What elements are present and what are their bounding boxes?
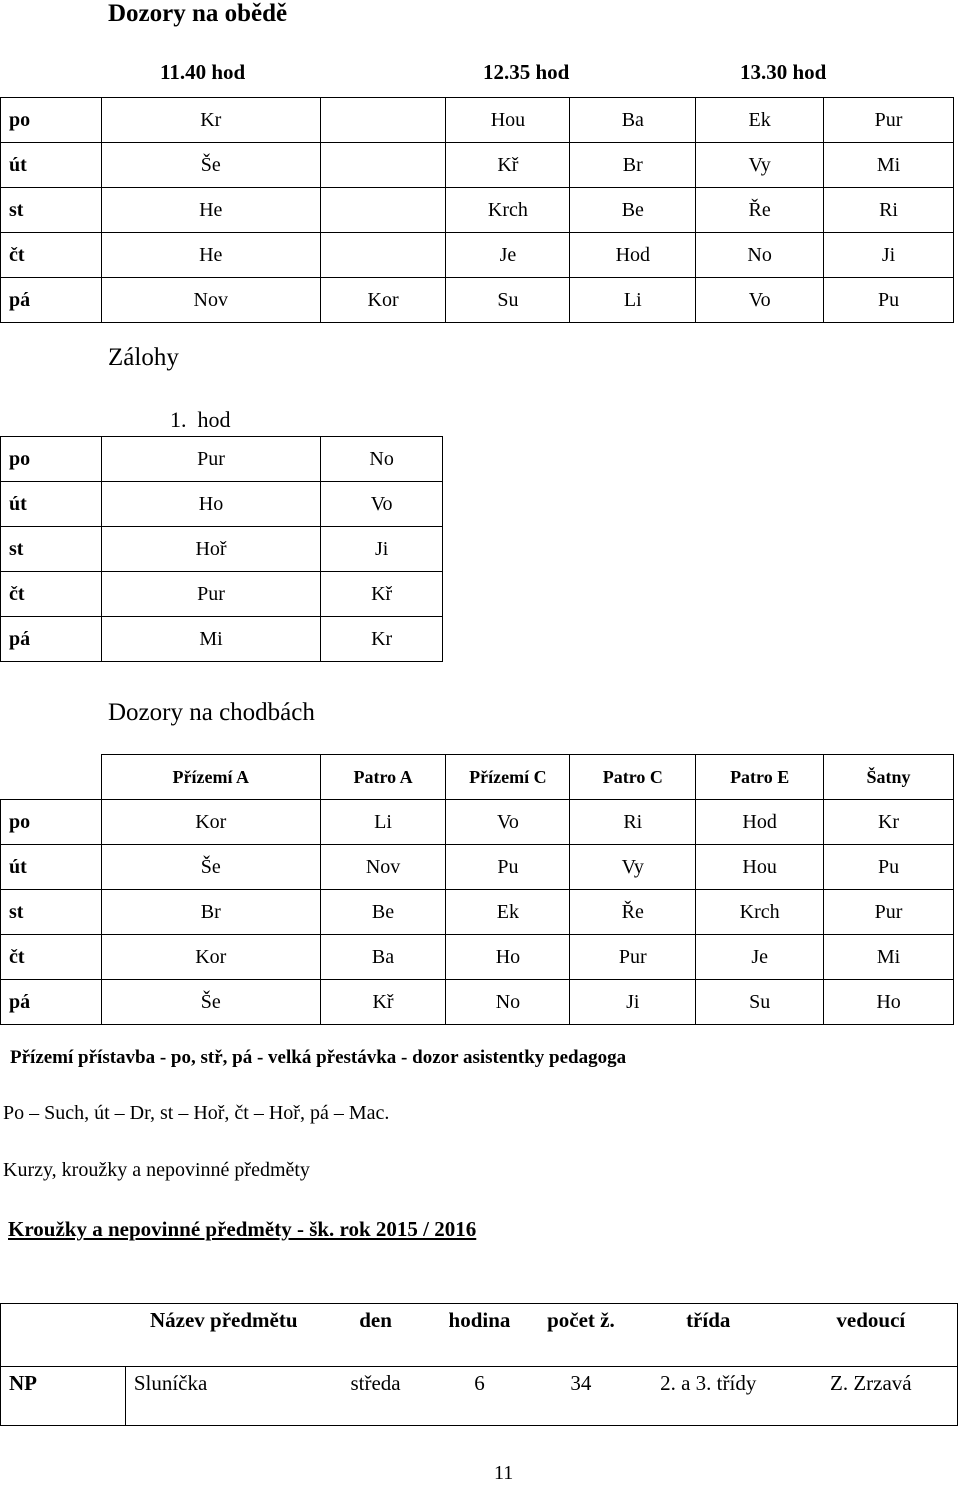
clubs-table [0,1303,958,1426]
table-cell: Kor [320,278,446,323]
table-cell [320,188,446,233]
backup-title: Zálohy [108,344,179,371]
table-cell: Ba [570,98,696,143]
table-header-row [1,1304,958,1367]
table-cell: Ek [696,98,824,143]
day-label: pá [1,980,102,1025]
table-cell: He [101,233,320,278]
table-cell: Vy [570,845,696,890]
table-cell: NP [1,1367,126,1426]
table-cell: Hou [696,845,824,890]
table-cell: Še [101,980,320,1025]
table-cell: No [321,437,443,482]
table-cell: No [446,980,570,1025]
day-label: pá [1,278,102,323]
table-cell: Je [446,233,570,278]
table-cell: Pur [101,437,320,482]
table-row [1,1367,958,1426]
table-cell: Li [570,278,696,323]
table-cell: Hod [570,233,696,278]
table-cell: 34 [530,1367,632,1426]
table-cell: Pur [570,935,696,980]
table-cell: Pur [101,572,320,617]
table-row [1,482,443,527]
column-header: Patro C [570,755,696,800]
table-row [1,527,443,572]
table-cell: Be [570,188,696,233]
table-cell: Ek [446,890,570,935]
table-cell: Je [696,935,824,980]
courses-heading: Kurzy, kroužky a nepovinné předměty [3,1159,310,1181]
table-cell: Ho [824,980,954,1025]
table-cell: Mi [101,617,320,662]
day-label: po [1,800,102,845]
day-label: út [1,482,102,527]
table-cell: Sluníčka [125,1367,322,1426]
table-row [1,845,954,890]
table-cell: Pu [824,845,954,890]
day-label: po [1,437,102,482]
column-header: Název předmětu [125,1304,322,1367]
table-header-row [1,755,954,800]
day-label: pá [1,617,102,662]
table-cell: Z. Zrzavá [785,1367,958,1426]
table-cell: Kor [101,935,320,980]
day-label: út [1,845,102,890]
column-header: počet ž. [530,1304,632,1367]
table-row [1,935,954,980]
table-cell: Vo [696,278,824,323]
table-cell [320,233,446,278]
table-cell: Ba [320,935,446,980]
table-row [1,278,954,323]
day-label: út [1,143,102,188]
table-cell: Ji [570,980,696,1025]
table-cell: středa [322,1367,429,1426]
day-label: čt [1,935,102,980]
corridor-table [0,754,954,1025]
table-cell: Br [570,143,696,188]
day-label: st [1,890,102,935]
table-cell: Li [320,800,446,845]
table-cell: No [696,233,824,278]
table-cell: Ře [696,188,824,233]
assistants-note: Po – Such, út – Dr, st – Hoř, čt – Hoř, pá – Mac. [3,1102,390,1124]
table-cell: Hoř [101,527,320,572]
table-cell: Še [101,845,320,890]
table-cell: Krch [446,188,570,233]
table-cell: Kr [321,617,443,662]
table-cell: Be [320,890,446,935]
table-row [1,980,954,1025]
table-cell: Še [101,143,320,188]
table-cell: Kř [446,143,570,188]
table-row [1,617,443,662]
table-row [1,572,443,617]
table-cell: Nov [101,278,320,323]
table-cell: Kř [320,980,446,1025]
table-cell: 6 [429,1367,530,1426]
page-number: 11 [494,1462,514,1484]
day-label: st [1,188,102,233]
clubs-title: Kroužky a nepovinné předměty - šk. rok 2015 / 2016 [8,1217,477,1241]
table-row [1,98,954,143]
table-cell: Kř [321,572,443,617]
table-cell: Hod [696,800,824,845]
day-label: po [1,98,102,143]
lunch-time-1: 11.40 hod [160,60,246,84]
table-row [1,188,954,233]
table-cell: Br [101,890,320,935]
day-label: čt [1,233,102,278]
table-cell: Ře [570,890,696,935]
table-cell: Nov [320,845,446,890]
table-cell: Kr [101,98,320,143]
day-label: čt [1,572,102,617]
table-cell: Pu [824,278,954,323]
table-cell: Kor [101,800,320,845]
column-header [1,1304,126,1367]
lunch-table [0,97,954,323]
table-row [1,437,443,482]
column-header: Patro A [320,755,446,800]
table-cell: Mi [824,143,954,188]
table-cell: Ji [321,527,443,572]
annex-note: Přízemí přístavba - po, stř, pá - velká přestávka - dozor asistentky pedagoga [10,1047,627,1068]
table-cell: 2. a 3. třídy [632,1367,785,1426]
lunch-time-2: 12.35 hod [483,60,570,84]
table-cell: Vy [696,143,824,188]
table-cell: Pu [446,845,570,890]
column-header: Patro E [696,755,824,800]
table-cell [320,98,446,143]
table-cell: Ho [101,482,320,527]
table-row [1,233,954,278]
table-cell [320,143,446,188]
column-header: Přízemí A [101,755,320,800]
table-cell: Su [696,980,824,1025]
corridor-title: Dozory na chodbách [108,699,315,726]
table-cell: Ho [446,935,570,980]
lunch-time-3: 13.30 hod [740,60,827,84]
table-cell: Vo [321,482,443,527]
column-header: třída [632,1304,785,1367]
column-header: Přízemí C [446,755,570,800]
column-header: hodina [429,1304,530,1367]
table-cell: Ri [570,800,696,845]
table-row [1,890,954,935]
table-cell: He [101,188,320,233]
table-cell: Ri [824,188,954,233]
table-cell: Su [446,278,570,323]
backup-table [0,436,443,662]
table-cell: Hou [446,98,570,143]
table-row [1,800,954,845]
lunch-title: Dozory na obědě [108,0,288,27]
table-cell: Ji [824,233,954,278]
table-cell: Pur [824,98,954,143]
day-label: st [1,527,102,572]
column-header: vedoucí [785,1304,958,1367]
backup-header: 1. hod [170,407,231,432]
column-header: Šatny [824,755,954,800]
table-cell: Kr [824,800,954,845]
table-cell: Vo [446,800,570,845]
table-cell: Pur [824,890,954,935]
table-cell: Krch [696,890,824,935]
table-cell: Mi [824,935,954,980]
table-row [1,143,954,188]
column-header: den [322,1304,429,1367]
